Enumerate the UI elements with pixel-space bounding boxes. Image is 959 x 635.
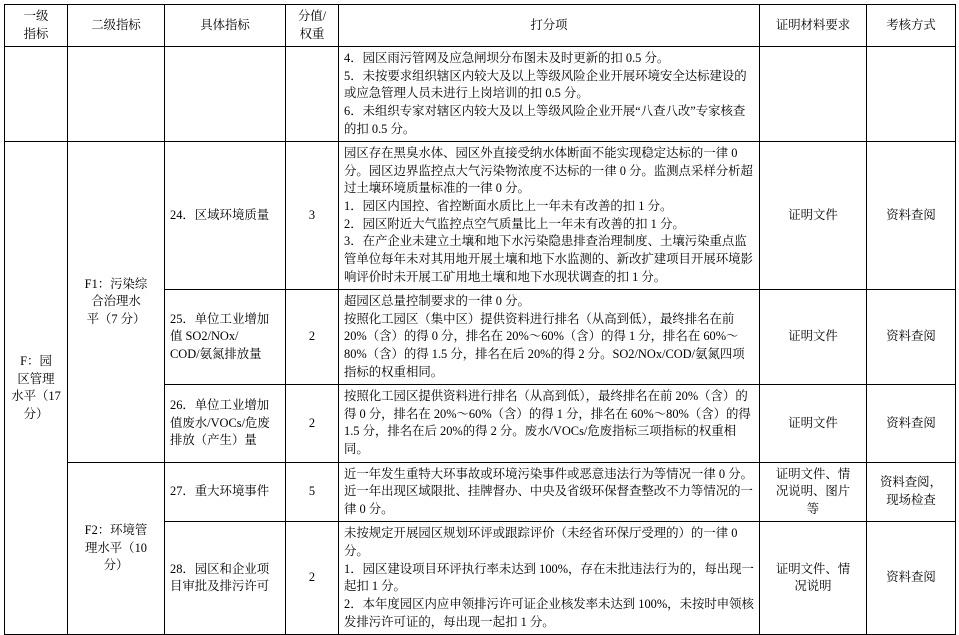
- level3-line3: 排放（产生）量: [170, 433, 257, 448]
- level3-line1: 26．单位工业增加: [170, 397, 270, 412]
- method-cell-empty: [867, 47, 956, 142]
- table-body: [5, 47, 956, 635]
- header-level2: 二级指标: [68, 5, 165, 47]
- scoring-item: 2．园区附近大气监控点空气质量比上一年未有改善的扣 1 分。: [344, 216, 685, 231]
- proof-line3: 等: [806, 501, 820, 516]
- proof-line2: 况说明、图片: [775, 484, 851, 499]
- proof-cell: 证明文件: [760, 385, 867, 462]
- scoring-item: 6．未组织专家对辖区内较大及以上等级风险企业开展“八查八改”专家核查的扣 0.5 分。: [344, 104, 746, 136]
- method-cell: 资料查阅: [867, 385, 956, 462]
- method-cell: 资料查阅: [867, 142, 956, 290]
- header-score-line2: 权重: [299, 26, 325, 41]
- header-level1: [5, 5, 68, 47]
- scoring-items-cell: [339, 142, 760, 290]
- document-page: [0, 4, 959, 629]
- scoring-item: 4．园区雨污管网及应急闸坝分布图未及时更新的扣 0.5 分。: [344, 51, 670, 66]
- header-score: [286, 5, 339, 47]
- header-level1-line1: 一级: [23, 9, 49, 23]
- level2-cell-empty: [68, 47, 165, 142]
- level3-cell-empty: [165, 47, 286, 142]
- score-cell: 2: [286, 522, 339, 635]
- level2-cell-f2: [68, 462, 165, 634]
- level3-line3: COD/氨氮排放量: [170, 346, 262, 361]
- scoring-item: 近一年发生重特大环事故或环境污染事件或恶意违法行为等情况一律 0 分。近一年出现区域限批、挂牌督办、中央及省级环保督查整改不力等情况的一律 0 分。: [344, 466, 753, 516]
- method-cell: [867, 462, 956, 522]
- header-scoring-items: 打分项: [339, 5, 760, 47]
- level2-f1-line1: F1：污染综: [84, 276, 148, 291]
- score-cell: 5: [286, 462, 339, 522]
- scoring-items-cell: [339, 47, 760, 142]
- proof-cell: [760, 522, 867, 635]
- level2-f2-line1: F2：环境管: [84, 522, 148, 537]
- header-level3: 具体指标: [165, 5, 286, 47]
- table-row: [5, 142, 956, 290]
- scoring-item: 1．园区内国控、省控断面水质比上一年未有改善的扣 1 分。: [344, 199, 673, 214]
- scoring-item: 超园区总量控制要求的一律 0 分。: [344, 294, 530, 309]
- level3-line1: 28．园区和企业项: [170, 561, 270, 576]
- score-cell: 2: [286, 385, 339, 462]
- level3-cell: [165, 385, 286, 462]
- proof-cell-empty: [760, 47, 867, 142]
- scoring-items-cell: [339, 462, 760, 522]
- scoring-items-cell: [339, 522, 760, 635]
- scoring-item: 5．未按要求组织辖区内较大及以上等级风险企业开展环境安全达标建设的或应急管理人员未进行上岗培训的扣 0.5 分。: [344, 68, 747, 101]
- level3-cell: [165, 522, 286, 635]
- scoring-items-cell: [339, 290, 760, 385]
- level2-cell-f1: [68, 142, 165, 462]
- method-cell: 资料查阅: [867, 290, 956, 385]
- level1-line4: 分）: [23, 406, 49, 421]
- header-row: [5, 5, 956, 47]
- score-cell-empty: [286, 47, 339, 142]
- proof-line1: 证明文件、情: [775, 561, 851, 576]
- level3-cell: 27．重大环境事件: [165, 462, 286, 522]
- scoring-item: 按照化工园区提供资料进行排名（从高到低），最终排名在前 20%（含）的得 0 分，排名在 20%～60%（含）的得 1 分，排名在 60%～80%（含）的得 1.5 分，排名在后 20%的得 2 分。废水/VOCs/危废指标三项指标的权重相同。: [344, 389, 751, 457]
- level3-cell: [165, 290, 286, 385]
- method-cell: 资料查阅: [867, 522, 956, 635]
- level1-line1: F：园: [20, 353, 52, 368]
- level2-f2-line2: 理水平（10: [85, 540, 147, 555]
- header-level1-line2: 指标: [23, 26, 49, 41]
- level1-line3: 水平（17: [11, 389, 61, 404]
- level1-line2: 区管理: [17, 371, 55, 386]
- scoring-item: 未按规定开展园区规划环评或跟踪评价（未经省环保厅受理的）的一律 0 分。: [344, 526, 738, 559]
- method-line1: 资料查阅，: [880, 475, 942, 490]
- scoring-item: 2．本年度园区内应申领排污许可证企业核发率未达到 100%，未按时申领核发排污许可证的，每出现一起扣 1 分。: [344, 596, 754, 629]
- level3-line2: 目审批及排污许可: [170, 579, 270, 594]
- table-header: [5, 5, 956, 47]
- level2-f2-line3: 分）: [103, 558, 129, 573]
- proof-line2: 况说明: [794, 579, 832, 594]
- scoring-item: 1．园区建设项目环评执行率未达到 100%，存在未批违法行为的，每出现一起扣 1 分。: [344, 561, 754, 594]
- proof-cell: 证明文件: [760, 142, 867, 290]
- level3-line2: 值废水/VOCs/危废: [170, 415, 270, 430]
- scoring-item: 按照化工园区（集中区）提供资料进行排名（从高到低），最终排名在前 20%（含）的得 0 分，排名在 20%～60%（含）的得 1 分，排名在 60%～80%（含）的得 1.5 分，排名在后 20%的得 2 分。SO2/NOx/COD/氨氮四项指标的权重相同。: [344, 311, 745, 379]
- scoring-items-cell: [339, 385, 760, 462]
- proof-cell: [760, 462, 867, 522]
- score-cell: 2: [286, 290, 339, 385]
- proof-line1: 证明文件、情: [775, 466, 851, 481]
- assessment-table: [4, 4, 956, 635]
- scoring-item: 3．在产企业未建立土壤和地下水污染隐患排查治理制度、土壤污染重点监管单位每年未对其用地开展土壤和地下水监测的、新改扩建项目开展环境影响评价时未开展工矿用地土壤和地下水现状调查的扣 1 分。: [344, 234, 753, 284]
- score-cell: 3: [286, 142, 339, 290]
- scoring-item: 园区存在黑臭水体、园区外直接受纳水体断面不能实现稳定达标的一律 0 分。园区边界监控点大气污染物浓度不达标的一律 0 分。监测点采样分析超过土壤环境质量标准的一律 0 分。: [344, 146, 753, 196]
- level1-cell: [5, 142, 68, 635]
- header-score-line1: 分值/: [297, 9, 327, 23]
- level3-cell: 24．区域环境质量: [165, 142, 286, 290]
- level2-f1-line3: 平（7 分）: [86, 311, 146, 326]
- header-proof: 证明材料要求: [760, 5, 867, 47]
- header-method: 考核方式: [867, 5, 956, 47]
- table-row: [5, 47, 956, 142]
- level3-line1: 25．单位工业增加: [170, 311, 270, 326]
- proof-cell: 证明文件: [760, 290, 867, 385]
- level1-cell-empty: [5, 47, 68, 142]
- table-row: [5, 462, 956, 522]
- method-line2: 现场检查: [886, 493, 936, 508]
- level2-f1-line2: 合治理水: [91, 294, 141, 309]
- level3-line2: 值 SO2/NOx/: [170, 329, 239, 344]
